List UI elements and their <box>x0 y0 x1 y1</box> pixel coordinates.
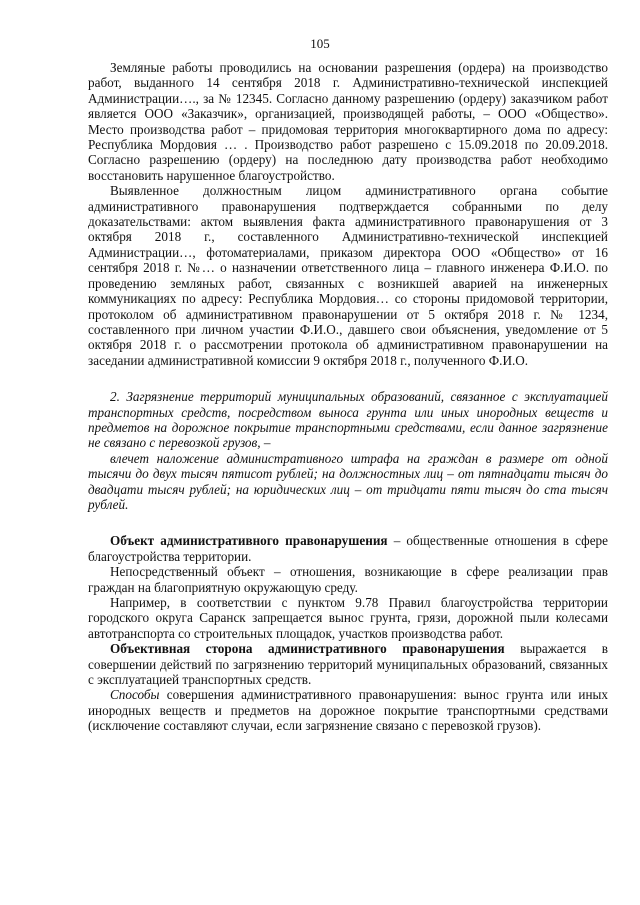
section-gap <box>88 512 608 533</box>
objective-definition: выражается в совершении действий по загрязнению территорий муниципальных образований, связанных с эксплуатацией транспортных средств. <box>88 641 608 688</box>
paragraph-object <box>88 533 608 564</box>
methods-term: Способы <box>110 687 160 703</box>
object-definition: – общественные отношения в сфере благоустройства территории. <box>88 533 608 564</box>
article-sanction: влечет наложение административного штрафа на граждан в размере от одной тысячи до двух тысяч пятисот рублей; на должностных лиц – от пятнадцати тысяч до двадцати тысяч рублей; на юридических лиц – от тридцати пяти тысяч до ста тысяч рублей. <box>88 450 608 512</box>
paragraph-methods <box>88 687 608 733</box>
page-number: 105 <box>310 36 330 51</box>
objective-term: Объективная сторона административного правонарушения <box>110 641 505 657</box>
paragraph-direct-object: Непосредственный объект – отношения, возникающие в сфере реализации прав граждан на благоприятную окружающую среду. <box>88 564 608 595</box>
paragraph-evidence: Выявленное должностным лицом административного органа событие административного правонарушения подтверждается собранными по делу доказательствами: актом выявления факта административного правонарушения от 3 октября 2018 г., составленного Административно-технической инспекцией Администрации…, фотоматериалами, приказом директора ООО «Общество» от 16 сентября 2018 г. №… о назначении ответственного лица – главного инженера Ф.И.О. по проведению земляных работ, связанных с возникшей аварией на инженерных коммуникациях по адресу: Республика Мордовия… со стороны придомовой территории, протоколом об административном правонарушении от 5 октября 2018 г. № 1234, составленного при личном участии Ф.И.О., давшего свои объяснения, уведомление от 5 октября 2018 г. о рассмотрении протокола об административном правонарушении на заседании административной комиссии 9 октября 2018 г., полученного Ф.И.О. <box>88 183 608 368</box>
paragraph-earthworks-permit: Земляные работы проводились на основании разрешения (ордера) на производство работ, выданного 14 сентября 2018 г. Административно-технической инспекцией Администрации…., за № 12345. Согласно данному разрешению (ордеру) заказчиком работ является ООО «Заказчик», организацией, производящей работы, – ООО «Общество». Место производства работ – придомовая территория многоквартирного дома по адресу: Республика Мордовия … . Производство работ разрешено с 15.09.2018 по 20.09.2018. Согласно разрешению (ордеру) на последнюю дату производства работ необходимо восстановить нарушенное благоустройство. <box>88 60 608 183</box>
document-body <box>88 60 608 734</box>
object-term: Объект административного правонарушения <box>110 533 388 549</box>
methods-definition: совершения административного правонарушения: вынос грунта или иных инородных веществ и предметов на дорожное покрытие транспортными средствами (исключение составляют случаи, если загрязнение связано с перевозкой грузов). <box>88 687 608 734</box>
section-gap <box>88 368 608 389</box>
article-quote: 2. Загрязнение территорий муниципальных образований, связанное с эксплуатацией транспортных средств, посредством выноса грунта или иных инородных веществ и предметов на дорожное покрытие транспортными средствами, если данное загрязнение не связано с перевозкой грузов, – <box>88 389 608 451</box>
paragraph-example: Например, в соответствии с пунктом 9.78 Правил благоустройства территории городского округа Саранск запрещается вынос грунта, грязи, дорожной пыли колесами автотранспорта со строительных площадок, участков производства работ. <box>88 595 608 641</box>
paragraph-objective-side <box>88 641 608 687</box>
